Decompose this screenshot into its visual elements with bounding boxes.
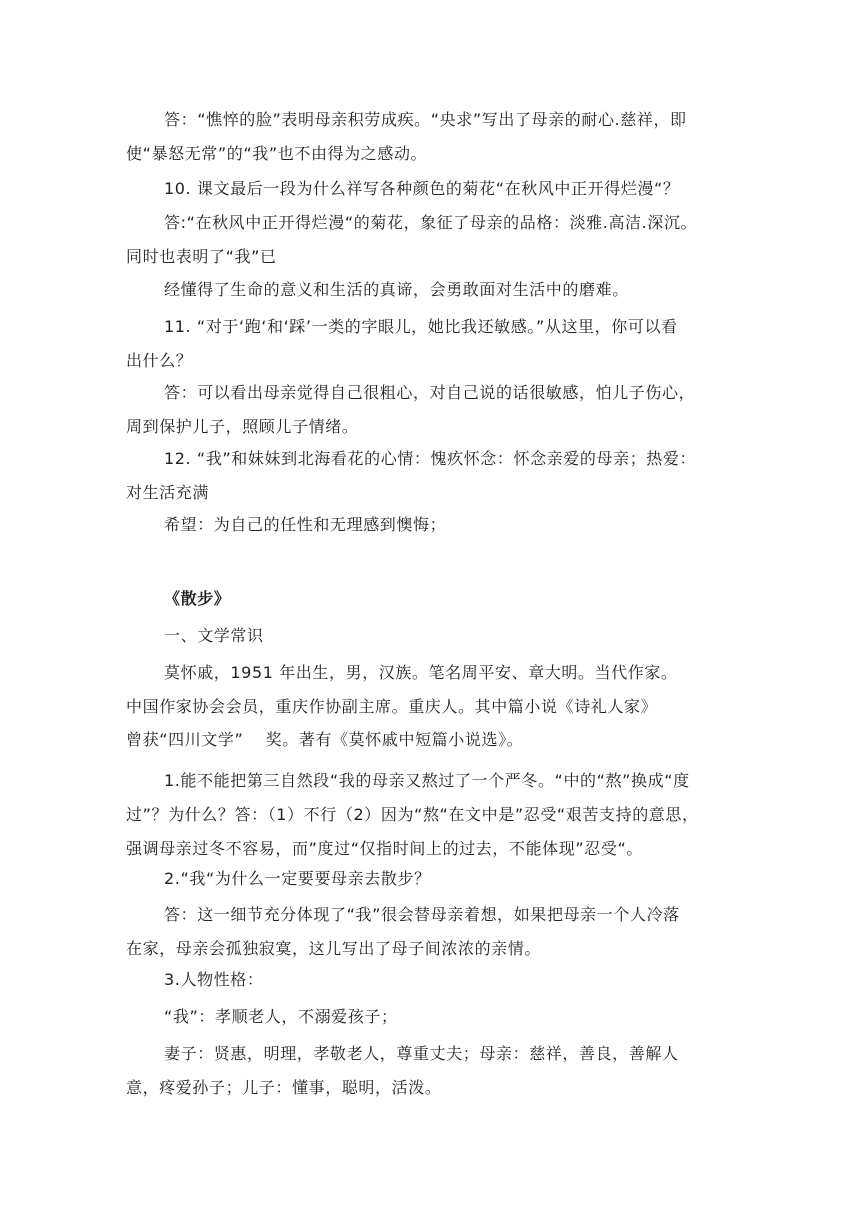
character-me: [126, 1000, 734, 1034]
character-others: [126, 1037, 734, 1105]
question-2: [126, 862, 734, 896]
text-line: 对生活充满: [126, 483, 210, 502]
text-line: 答:“在秋风中正开得烂漫“的菊花，象征了母亲的品格：淡雅.高洁.深沉。: [164, 213, 698, 232]
text-line: 答：这一细节充分体现了“我”很会替母亲着想，如果把母亲一个人冷落: [164, 905, 680, 924]
text-line: 妻子：贤惠，明理，孝敬老人，尊重丈夫；母亲：慈祥，善良，善解人: [164, 1044, 679, 1063]
text-line: 莫怀戚，1951 年出生，男，汉族。笔名周平安、章大明。当代作家。: [164, 663, 678, 682]
text-line: 2.“我“为什么一定要要母亲去散步？: [164, 869, 431, 888]
text-line: 11. “对于‘跑‘和‘踩’一类的字眼儿，她比我还敏感。”从这里，你可以看: [164, 317, 678, 336]
paragraph-answer-haggard-face: [126, 103, 734, 171]
section-title: [126, 582, 734, 616]
answer-2: [126, 898, 734, 966]
question-11: [126, 310, 734, 378]
text-line: 一、文学常识: [164, 626, 264, 645]
text-line: 同时也表明了“我”已: [126, 247, 277, 266]
text-line: 1.能不能把第三自然段“我的母亲又熬过了一个严冬。“中的“熬”换成“度: [164, 771, 690, 790]
text-line: 强调母亲过冬不容易，而”度过“仅指时间上的过去，不能体现”忍受“。: [126, 839, 643, 858]
question-10: [126, 172, 734, 206]
text-line: 意，疼爱孙子；儿子：懂事，聪明，活泼。: [126, 1078, 442, 1097]
text-line: 在家，母亲会孤独寂寞，这儿写出了母子间浓浓的亲情。: [126, 939, 542, 958]
question-3: [126, 963, 734, 997]
text-line: 3.人物性格：: [164, 970, 264, 989]
text-line: 使“暴怒无常”的“我”也不由得为之感动。: [126, 144, 428, 163]
subsection-heading: [126, 619, 734, 653]
text-line: 答：“憔悴的脸”表明母亲积劳成疾。“央求”写出了母亲的耐心.慈祥，即: [164, 110, 687, 129]
question-1: [126, 764, 734, 866]
answer-10-continued: [126, 273, 734, 307]
answer-11: [126, 376, 734, 444]
text-line: 中国作家协会会员，重庆作协副主席。重庆人。其中篇小说《诗礼人家》: [126, 697, 658, 716]
author-info-continued: [126, 723, 734, 757]
text-line: 10. 课文最后一段为什么祥写各种颜色的菊花“在秋风中正开得烂漫“？: [164, 179, 680, 198]
question-12: [126, 442, 734, 510]
text-line: “我”：孝顺老人，不溺爱孩子；: [164, 1007, 398, 1026]
text-line: 《散步》: [164, 589, 231, 608]
text-line: 曾获“四川文学” 奖。著有《莫怀戚中短篇小说选》。: [126, 730, 524, 749]
text-line: 希望：为自己的任性和无理感到懊悔；: [164, 515, 447, 534]
question-12-continued: [126, 508, 734, 542]
answer-10: [126, 206, 734, 274]
text-line: 经懂得了生命的意义和生活的真谛，会勇敢面对生活中的磨难。: [164, 280, 629, 299]
text-line: 周到保护儿子，照顾儿子情绪。: [126, 417, 359, 436]
text-line: 12. “我”和妹妹到北海看花的心情：愧疚怀念：怀念亲爱的母亲；热爱：: [164, 449, 697, 468]
text-line: 过”？为什么？答：（1）不行（2）因为“熬“在文中是”忍受“艰苦支持的意思，: [126, 805, 699, 824]
text-line: 答：可以看出母亲觉得自己很粗心，对自己说的话很敏感，怕儿子伤心，: [164, 383, 696, 402]
text-line: 出什么？: [126, 351, 193, 370]
author-info: [126, 656, 734, 724]
